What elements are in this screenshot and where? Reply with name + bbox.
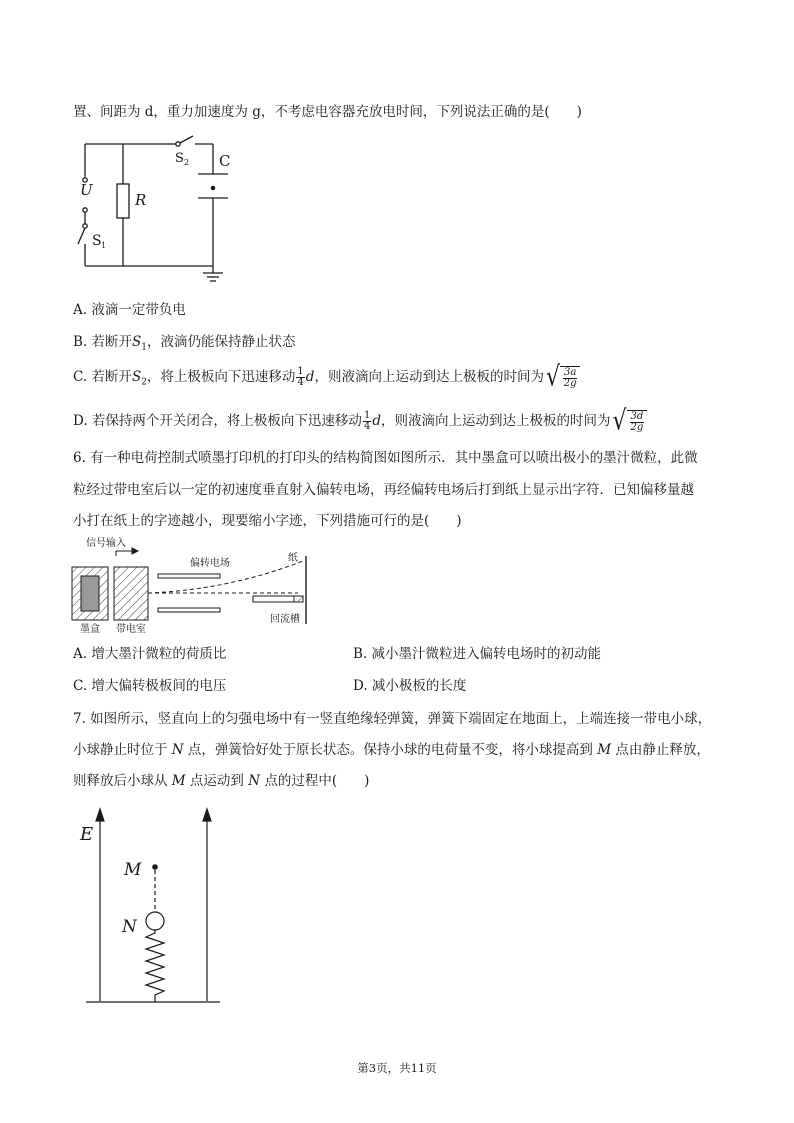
q5-option-a: A. 液滴一定带负电 [73, 302, 186, 318]
q6-stem-line2: 粒经过带电室后以一定的初速度垂直射入偏转电场，再经偏转电场后打到纸上显示出字符．已知偏移量越 [73, 482, 694, 498]
label-s1: S [92, 233, 102, 249]
q6-stem-line1: 6. 有一种电荷控制式喷墨打印机的打印头的结构简图如图所示．其中墨盒可以喷出极小的墨汁微粒，此微 [73, 450, 698, 466]
page-footer: 第3页，共11页 [357, 1061, 437, 1075]
label-deflection-field: 偏转电场 [190, 558, 230, 569]
q6-stem-line3: 小打在纸上的字迹越小，现要缩小字迹，下列措施可行的是( ) [73, 513, 462, 529]
fraction: $\frac{1}{4}$ [297, 366, 304, 388]
label-r: R [135, 191, 147, 209]
q5-circuit-diagram [70, 132, 240, 292]
q6-option-b: B. 减小墨汁微粒进入偏转电场时的初动能 [353, 646, 602, 662]
q6-option-c: C. 增大偏转极板间的电压 [73, 678, 227, 694]
label-s2-sub: 2 [184, 158, 190, 167]
label-paper: 纸 [288, 553, 298, 564]
q5-option-b: B. 若断开$S_1$，液滴仍能保持静止状态 [73, 334, 296, 353]
fraction: $\frac{1}{4}$ [363, 410, 371, 432]
label-c: C [219, 152, 231, 170]
q5-stem-tail: 置、间距为 d，重力加速度为 g，不考虑电容器充放电时间，下列说法正确的是( ) [73, 104, 582, 120]
label-s2: S [175, 151, 184, 166]
square-root: √ $\frac{3a}{2g}$ [546, 366, 580, 389]
label-ink-box: 墨盒 [80, 624, 100, 635]
q5-option-c: C. 若断开$S_2$，将上极板向下迅速移动 $\frac{1}{4}$ d，则液滴向上运动到达上极板的时间为√ $\frac{3a}{2g}$ [73, 366, 580, 392]
label-u: U [80, 181, 93, 199]
label-s1-sub: 1 [101, 241, 107, 250]
label-n: N [122, 917, 137, 937]
q6-printer-diagram [68, 534, 318, 640]
q7-stem-line3: 则释放后小球从 M 点运动到 N 点的过程中( ) [73, 773, 370, 789]
q7-spring-diagram [78, 805, 238, 1010]
label-signal-input: 信号输入 [86, 538, 126, 549]
label-e: E [80, 824, 94, 845]
label-m: M [124, 860, 142, 880]
label-charge-room: 带电室 [116, 624, 146, 635]
q7-stem-line2: 小球静止时位于 N 点，弹簧恰好处于原长状态。保持小球的电荷量不变，将小球提高到 M 点由静止释放， [73, 742, 710, 758]
q6-option-d: D. 减小极板的长度 [353, 678, 467, 694]
label-return-trough: 回流槽 [270, 614, 300, 625]
q5-option-d: D. 若保持两个开关闭合，将上极板向下迅速移动 $\frac{1}{4}$ d，则液滴向上运动到达上极板的时间为√ $\frac{3d}{2g}$ [73, 410, 647, 433]
q6-option-a: A. 增大墨汁微粒的荷质比 [73, 646, 227, 662]
q7-stem-line1: 7. 如图所示，竖直向上的匀强电场中有一竖直绝缘轻弹簧，弹簧下端固定在地面上，上端连接一带电小球， [73, 711, 712, 727]
square-root: √ $\frac{3d}{2g}$ [612, 410, 647, 433]
